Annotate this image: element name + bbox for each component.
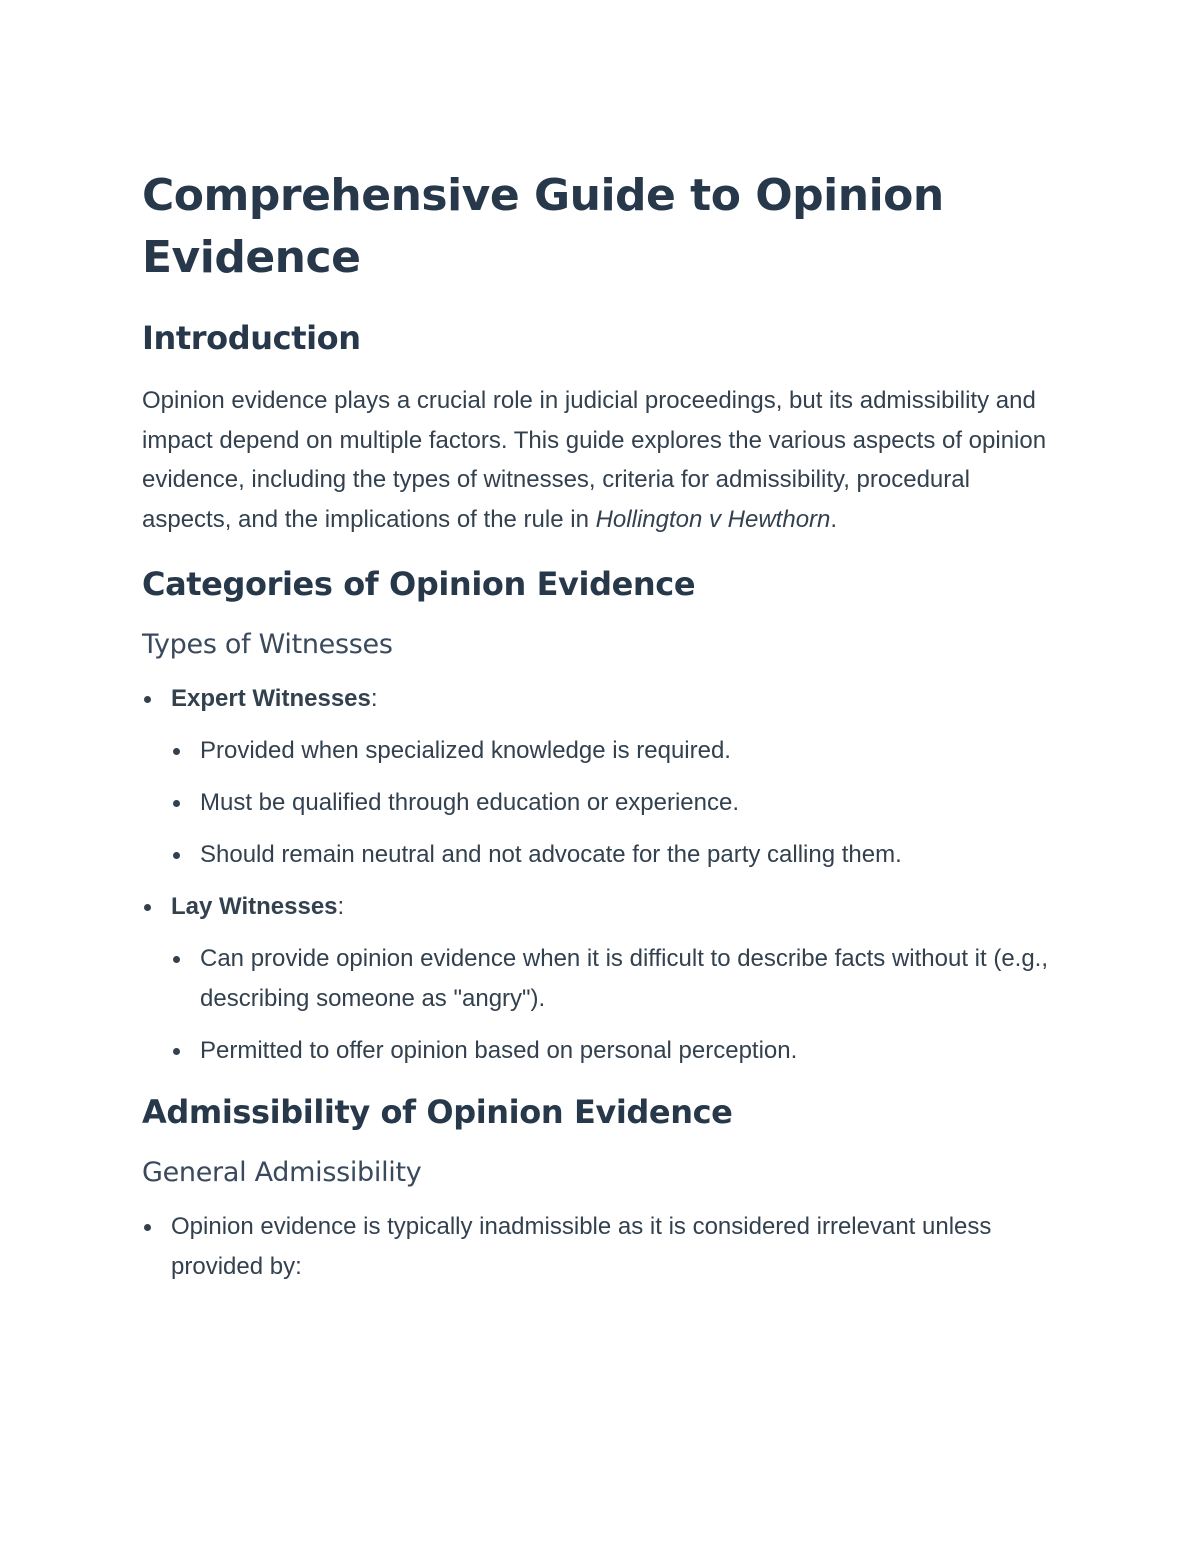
- admissibility-heading: Admissibility of Opinion Evidence: [142, 1093, 733, 1131]
- list-item-text: Should remain neutral and not advocate for the party calling them.: [200, 841, 902, 868]
- bullet-icon: [173, 800, 180, 807]
- introduction-text: Opinion evidence plays a crucial role in judicial proceedings, but its admissibility and impact depend on multiple factors. This guide explores the various aspects of opinion evidence, including the types of witnesses, criteria for admissibility, procedural aspects, and the implications of the rule in: [142, 387, 1047, 533]
- list-item-text: Provided when specialized knowledge is required.: [200, 737, 731, 764]
- label-colon: :: [370, 685, 378, 712]
- witness-types-list: [142, 679, 1062, 1071]
- categories-heading: Categories of Opinion Evidence: [142, 565, 696, 603]
- types-of-witnesses-subheading: Types of Witnesses: [142, 629, 393, 660]
- introduction-text-end: .: [830, 505, 838, 533]
- list-item-expert-witnesses: [142, 679, 1062, 875]
- list-item-text: Permitted to offer opinion based on personal perception.: [200, 1037, 798, 1064]
- list-item: [171, 731, 1062, 771]
- case-name: Hollington v Hewthorn: [595, 505, 831, 533]
- lay-witnesses-sublist: [171, 939, 1062, 1071]
- document-page: [142, 165, 1062, 1299]
- bullet-icon: [173, 1048, 180, 1055]
- admissibility-list: [142, 1207, 1062, 1287]
- bullet-icon: [173, 748, 180, 755]
- list-item: [171, 835, 1062, 875]
- list-item: [171, 1031, 1062, 1071]
- bullet-icon: [144, 904, 151, 911]
- document-title: Comprehensive Guide to Opinion Evidence: [142, 170, 944, 283]
- bullet-icon: [144, 1224, 151, 1231]
- bullet-icon: [173, 956, 180, 963]
- lay-witnesses-label: Lay Witnesses: [171, 893, 338, 920]
- list-item-lay-witnesses: [142, 887, 1062, 1071]
- list-item: [142, 1207, 1062, 1287]
- list-item-text: Can provide opinion evidence when it is difficult to describe facts without it (e.g., describing someone as "angry").: [200, 945, 1049, 1012]
- list-item-text: Opinion evidence is typically inadmissible as it is considered irrelevant unless provided by:: [171, 1213, 992, 1280]
- introduction-paragraph: [142, 381, 1062, 539]
- introduction-heading: Introduction: [142, 319, 361, 357]
- bullet-icon: [173, 852, 180, 859]
- expert-witnesses-label: Expert Witnesses: [171, 685, 371, 712]
- list-item-text: Must be qualified through education or experience.: [200, 789, 740, 816]
- list-item: [171, 783, 1062, 823]
- section-spacer: [142, 1083, 1062, 1091]
- label-colon: :: [337, 893, 345, 920]
- expert-witnesses-sublist: [171, 731, 1062, 875]
- list-item: [171, 939, 1062, 1019]
- general-admissibility-subheading: General Admissibility: [142, 1157, 422, 1188]
- bullet-icon: [144, 696, 151, 703]
